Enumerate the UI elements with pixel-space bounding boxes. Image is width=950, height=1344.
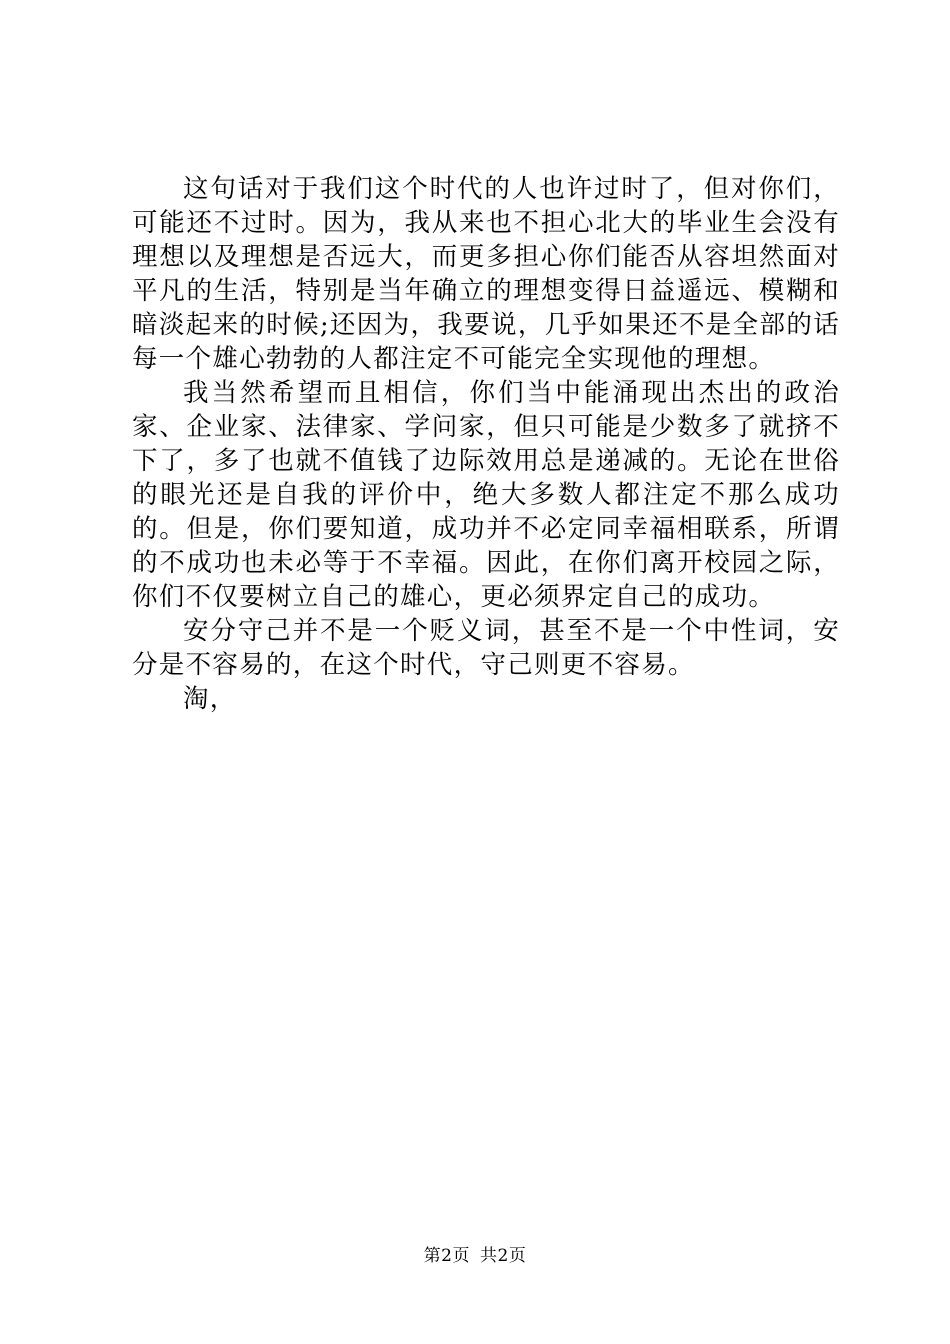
paragraph: 安分守己并不是一个贬义词，甚至不是一个中性词，安分是不容易的，在这个时代，守己则更不容易。 bbox=[132, 616, 840, 680]
page-total: 共2页 bbox=[480, 1246, 527, 1266]
paragraph: 我当然希望而且相信，你们当中能涌现出杰出的政治家、企业家、法律家、学问家，但只可能是少数多了就挤不下了，多了也就不值钱了边际效用总是递减的。无论在世俗的眼光还是自我的评价中，绝大多数人都注定不那么成功的。但是，你们要知道，成功并不必定同幸福相联系，所谓的不成功也未必等于不幸福。因此，在你们离开校园之际，你们不仅要树立自己的雄心，更必须界定自己的成功。 bbox=[132, 378, 840, 612]
paragraph: 这句话对于我们这个时代的人也许过时了，但对你们，可能还不过时。因为，我从来也不担心北大的毕业生会没有理想以及理想是否远大，而更多担心你们能否从容坦然面对平凡的生活，特别是当年确立的理想变得日益遥远、模糊和暗淡起来的时候;还因为，我要说，几乎如果还不是全部的话每一个雄心勃勃的人都注定不可能完全实现他的理想。 bbox=[132, 174, 840, 374]
page-footer bbox=[0, 1245, 950, 1267]
document-body bbox=[132, 172, 840, 716]
page-number: 第2页 bbox=[423, 1246, 470, 1266]
paragraph: 淘， bbox=[183, 684, 237, 714]
